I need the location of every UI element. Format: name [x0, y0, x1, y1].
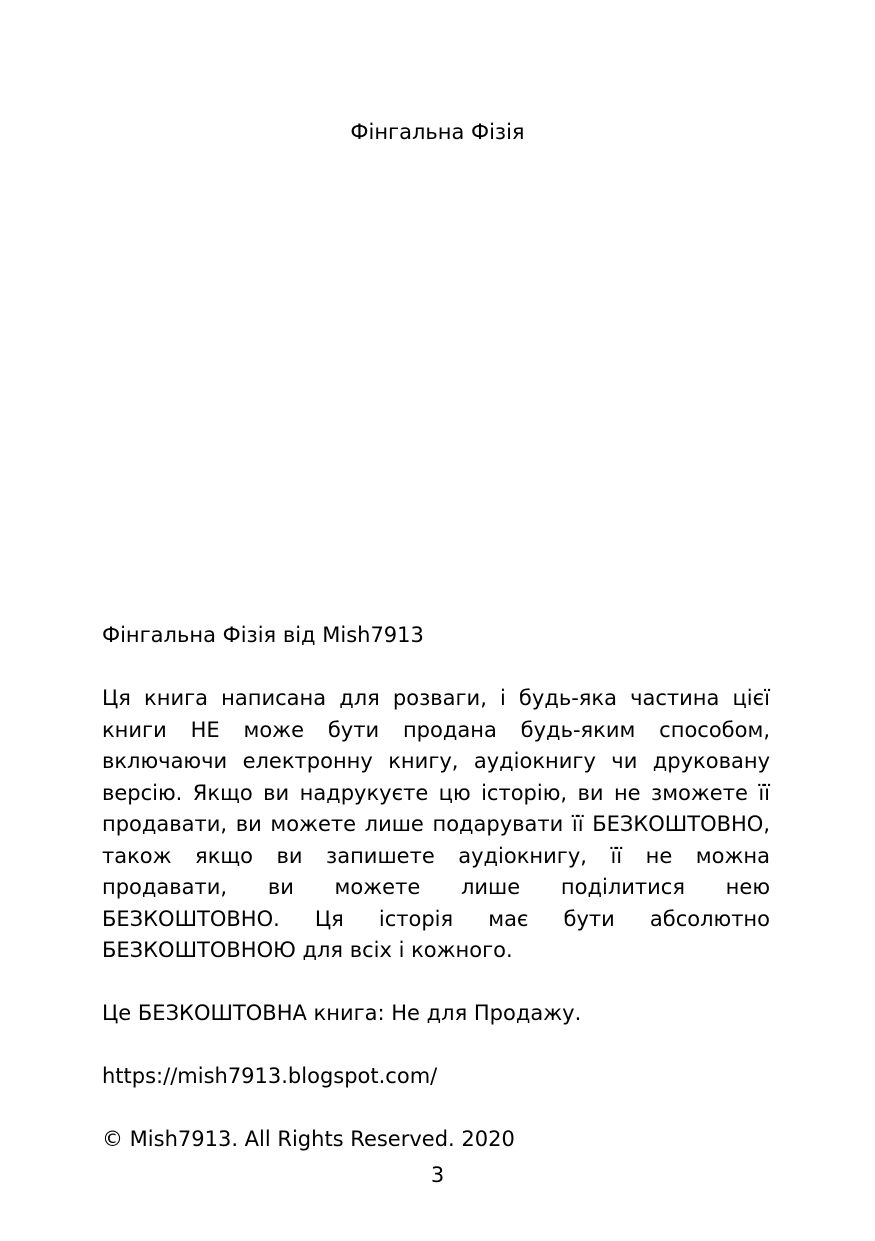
author-website-url: https://mish7913.blogspot.com/	[102, 1064, 438, 1088]
book-attribution: Фінгальна Фізія від Mish7913	[102, 623, 424, 647]
copyright-page-body	[102, 620, 770, 1156]
copyright-line: © Mish7913. All Rights Reserved. 2020	[102, 1127, 515, 1151]
free-distribution-notice: Ця книга написана для розваги, і будь-яка частина цієї книги НЕ може бути продана будь-яким способом, включаючи електронну книгу, аудіокнигу чи друковану версію. Якщо ви надрукуєте цю історію, ви не зможете її продавати, ви можете лише подарувати її БЕЗКОШТОВНО, також якщо ви запишете аудіокнигу, її не можна продавати, ви можете лише поділитися нею БЕЗКОШТОВНО. Ця історія має бути абсолютно БЕЗКОШТОВНОЮ для всіх і кожного.	[102, 686, 770, 962]
page-header-title: Фінгальна Фізія	[350, 120, 525, 144]
page-number: 3	[430, 1163, 445, 1187]
free-book-statement: Це БЕЗКОШТОВНА книга: Не для Продажу.	[102, 1001, 582, 1025]
